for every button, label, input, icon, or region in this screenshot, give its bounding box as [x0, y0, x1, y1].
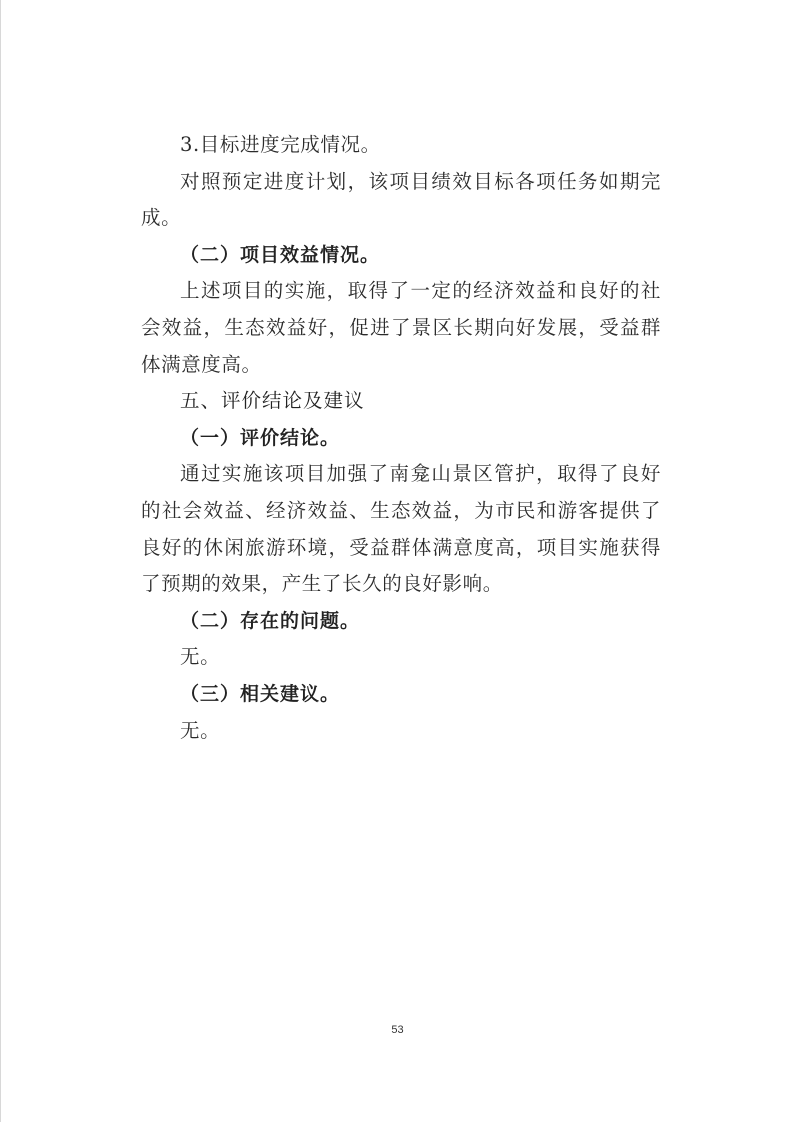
page-number: 53 — [391, 1024, 404, 1036]
paragraph-existing-problems-text: 无。 — [180, 645, 221, 669]
chapter-heading-conclusions: 五、评价结论及建议 — [180, 389, 365, 413]
paragraph-project-benefits-text: 上述项目的实施，取得了一定的经济效益和良好的社会效益，生态效益好，促进了景区长期向好发展，受益群体满意度高。 — [141, 279, 661, 376]
paragraph-target-progress-heading: 3.目标进度完成情况。 — [180, 133, 381, 156]
paragraph-target-progress-text: 对照预定进度计划，该项目绩效目标各项任务如期完成。 — [141, 169, 661, 230]
section-heading-suggestions: （三）相关建议。 — [180, 682, 341, 705]
section-heading-evaluation-conclusion: （一）评价结论。 — [180, 426, 341, 449]
section-heading-existing-problems: （二）存在的问题。 — [180, 609, 361, 632]
page-body — [141, 127, 661, 749]
section-heading-project-benefits: （二）项目效益情况。 — [180, 243, 381, 266]
paragraph-evaluation-conclusion-text: 通过实施该项目加强了南龛山景区管护，取得了良好的社会效益、经济效益、生态效益，为市民和游客提供了良好的休闲旅游环境，受益群体满意度高，项目实施获得了预期的效果，产生了长久的良好影响。 — [141, 462, 661, 596]
paragraph-suggestions-text: 无。 — [180, 718, 221, 742]
